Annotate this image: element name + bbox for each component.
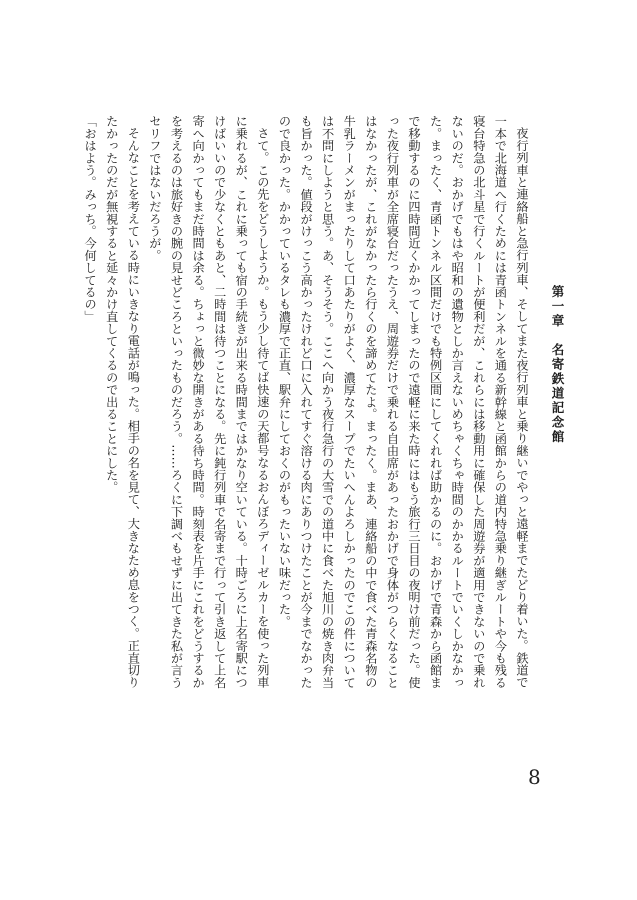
page-number: 8 [528, 765, 541, 789]
body-text [62, 115, 532, 695]
paragraph: そんなことを考えている時にいきなり電話が鳴った。相手の名を見て、大きなため息をつく。正直切りたかったのだが無視すると延々かけ直してくるので出ることにした。 [104, 115, 141, 689]
chapter-title: 第一章 名寄鉄道記念館 [550, 285, 565, 445]
paragraph: 夜行列車と連絡船と急行列車、そしてまた夜行列車と乗り継いでやっと遠軽までたどり着いた。鉄道で一本で北海道へ行くためには青函トンネルを通る新幹線と函館からの道内特急乗り継ぎルートや今も残る寝台特急の北斗星で行くルートが便利だが、これらには移動用に確保した周遊券が適用できないので乗れないのだ。おかげでもはや昭和の遺物としか言えないめちゃくちゃ時間のかかるルートでいくしかなかった。まったく、青函トンネル区間だけでも特例区間にしてくれれば助かるのに。おかげで青森から函館まで移動するのに四時間近くかかってしまったので遠軽に来た時にはもう旅行三日目の夜明け前だった。使った夜行列車が全席寝台だったうえ、周遊券だけで乗れる自由席があったおかげで身体がつらくなることはなかったが、これがなかったら行くのを諦めてたよ。まったく。まあ、連絡船の中で食べた青森名物の牛乳ラーメンがまったりして口あたりがよく、濃厚なスープでたいへんよろしかったのでこの件については不問にしようと思う。あ、そうそう。ここへ向かう夜行急行の大雪での道中に食べた旭川の焼き肉弁当も旨かった。値段がけっこう高かったけれど口に入れてすぐ溶ける肉にありつけたことが今までなかったので良かった。かかっているタレも濃厚で正直、駅弁にしておくのがもったいない味だった。 [277, 115, 529, 689]
dialogue-line: 「おはよう。みっち。今何してるの」 [83, 115, 98, 323]
paragraph: さて。この先をどうしようか。もう少し待てば快速の天都号なるおんぼろディーゼルカーを使った列車に乗れるが、これに乗っても宿の手続きが出来る時間まではかなり空いている。十時ごろに上名寄駅につけばいいので少なくともあと、二時間は待つことになる。先に鈍行列車で名寄まで行って引き返して上名寄へ向かってもまだ時間は余る。ちょっと微妙な開きがある待ち時間。時刻表を片手にこれをどうするかを考えるのは旅好きの腕の見せどころといったものだろう。……ろくに下調べもせずに出てきた私が言うセリフではないだろうが。 [147, 115, 270, 689]
